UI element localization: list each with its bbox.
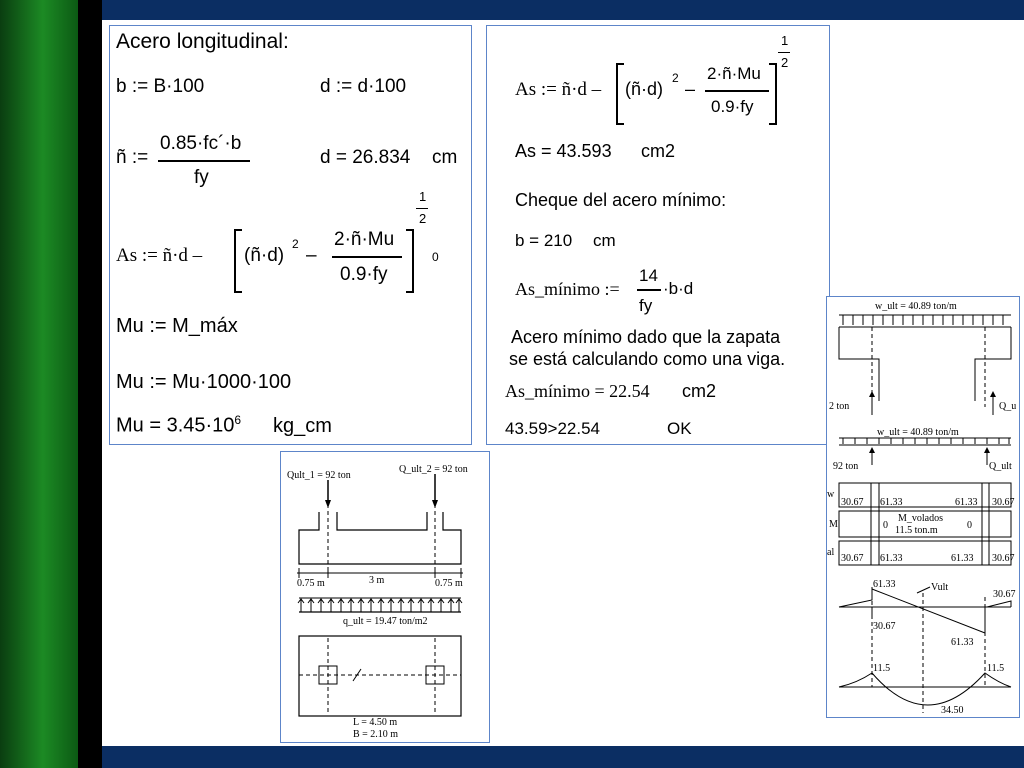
left-bracket <box>616 63 624 125</box>
q-left-mid: 92 ton <box>833 461 859 472</box>
d-definition: d := d·100 <box>320 76 407 97</box>
w-top-label: w_ult = 40.89 ton/m <box>875 301 957 312</box>
width-label: B = 2.10 m <box>353 729 399 740</box>
shear-top-left: 61.33 <box>873 579 896 590</box>
beam-diagram-panel <box>826 296 1020 718</box>
q-right-top: Q_u <box>999 401 1017 412</box>
comparison: 43.59>22.54 <box>505 419 601 438</box>
note-line-2: se está calculando como una viga. <box>509 349 786 369</box>
left-black-bar <box>78 0 102 768</box>
asmin-denominator: fy <box>639 296 653 315</box>
exp-bar <box>778 52 790 53</box>
moment-min: 34.50 <box>941 705 964 716</box>
as-minus: – <box>306 245 317 266</box>
row2-label: M <box>829 519 838 530</box>
exp-den: 2 <box>781 55 789 70</box>
footing-drawing <box>281 452 489 742</box>
right-bracket <box>406 229 414 293</box>
m-left: 0 <box>883 520 888 531</box>
asmin-fraction-bar <box>637 289 661 291</box>
asmin-numerator: 14 <box>639 266 658 285</box>
r1: 30.67 <box>841 553 864 564</box>
bottom-band <box>102 746 1024 768</box>
as-subscript: 0 <box>432 250 439 264</box>
m-title: M_volados <box>898 513 943 524</box>
asmin-rhs: ·b·d <box>663 279 694 298</box>
b-result: b = 210 <box>515 231 573 250</box>
w-mid-label: w_ult = 40.89 ton/m <box>877 427 959 438</box>
as-result: As = 43.593 <box>515 141 612 161</box>
as-lhs: As := ñ·d – <box>116 245 203 266</box>
as-frac-bar <box>332 256 402 258</box>
shear-low-left: 30.67 <box>873 621 896 632</box>
b-definition: b := B·100 <box>116 76 205 97</box>
row3-label: al <box>827 547 835 558</box>
q-ult-label: q_ult = 19.47 ton/m2 <box>343 616 428 627</box>
right-bracket <box>769 63 777 125</box>
b-unit: cm <box>593 231 616 250</box>
left-bracket <box>234 229 242 293</box>
shear-top-right: 30.67 <box>993 589 1016 600</box>
n-fraction-bar <box>158 160 250 162</box>
ok-label: OK <box>667 419 692 438</box>
q-right-mid: Q_ult <box>989 461 1012 472</box>
as-unit: cm2 <box>641 141 676 161</box>
mu-result: $Mu = 3.45\cdot 10^6$ <box>116 413 242 437</box>
r4: 30.67 <box>992 553 1015 564</box>
exp-den: 2 <box>419 211 427 226</box>
mu-definition: Mu := M_máx <box>116 315 238 337</box>
as-sq-exp: 2 <box>292 237 299 251</box>
r2: 61.33 <box>880 553 903 564</box>
footing-diagram-panel <box>280 451 490 743</box>
as-frac-bar <box>705 90 769 92</box>
asmin-result: As_mínimo = 22.54 <box>505 381 650 401</box>
beam-drawing <box>827 297 1019 717</box>
v2: 61.33 <box>880 497 903 508</box>
section-title: Acero longitudinal: <box>116 30 289 53</box>
as-lhs: As := ñ·d – <box>515 79 602 100</box>
v3: 61.33 <box>955 497 978 508</box>
shear-label: Vult <box>931 582 949 593</box>
mu-unit: kg_cm <box>273 415 332 437</box>
left-calc-panel <box>109 25 472 445</box>
moment-left: 11.5 <box>873 663 891 674</box>
dim-right: 0.75 m <box>435 578 463 589</box>
n-denominator: fy <box>194 167 209 188</box>
m-value: 11.5 ton.m <box>895 525 938 536</box>
n-numerator: 0.85·fc´·b <box>160 133 242 154</box>
q-left-top: 2 ton <box>829 401 850 412</box>
check-title: Cheque del acero mínimo: <box>515 190 727 210</box>
as-frac-den: 0.9·fy <box>340 264 388 285</box>
as-sq-exp: 2 <box>672 71 679 85</box>
row1-label: w <box>827 489 835 500</box>
as-sq-base: (ñ·d) <box>625 79 664 99</box>
middle-calc-panel <box>486 25 830 445</box>
note-line-1: Acero mínimo dado que la zapata <box>511 327 781 347</box>
moment-right: 11.5 <box>987 663 1005 674</box>
dim-mid: 3 m <box>369 575 385 586</box>
as-frac-den: 0.9·fy <box>711 97 754 116</box>
mu-scaling: Mu := Mu·1000·100 <box>116 371 292 393</box>
dim-left: 0.75 m <box>297 578 325 589</box>
shear-low-right: 61.33 <box>951 637 974 648</box>
asmin-lhs: As_mínimo := <box>515 279 620 299</box>
v4: 30.67 <box>992 497 1015 508</box>
exp-num: 1 <box>419 189 427 204</box>
top-band <box>102 0 1024 20</box>
as-sq-base: (ñ·d) <box>244 245 285 266</box>
d-result: d = 26.834 <box>320 147 411 168</box>
as-minus: – <box>685 79 696 99</box>
q2-label: Q_ult_2 = 92 ton <box>399 464 468 475</box>
length-label: L = 4.50 m <box>353 717 398 728</box>
d-unit: cm <box>432 147 458 168</box>
left-green-bar <box>0 0 78 768</box>
soil-pressure-arrows <box>298 599 462 612</box>
exp-num: 1 <box>781 33 789 48</box>
as-frac-num: 2·ñ·Mu <box>707 64 761 83</box>
r3: 61.33 <box>951 553 974 564</box>
exp-bar <box>416 208 428 209</box>
v1: 30.67 <box>841 497 864 508</box>
as-frac-num: 2·ñ·Mu <box>334 229 395 250</box>
n-lhs: ñ := <box>116 147 149 168</box>
m-right: 0 <box>967 520 972 531</box>
q1-label: Qult_1 = 92 ton <box>287 470 351 481</box>
asmin-unit: cm2 <box>682 381 717 401</box>
